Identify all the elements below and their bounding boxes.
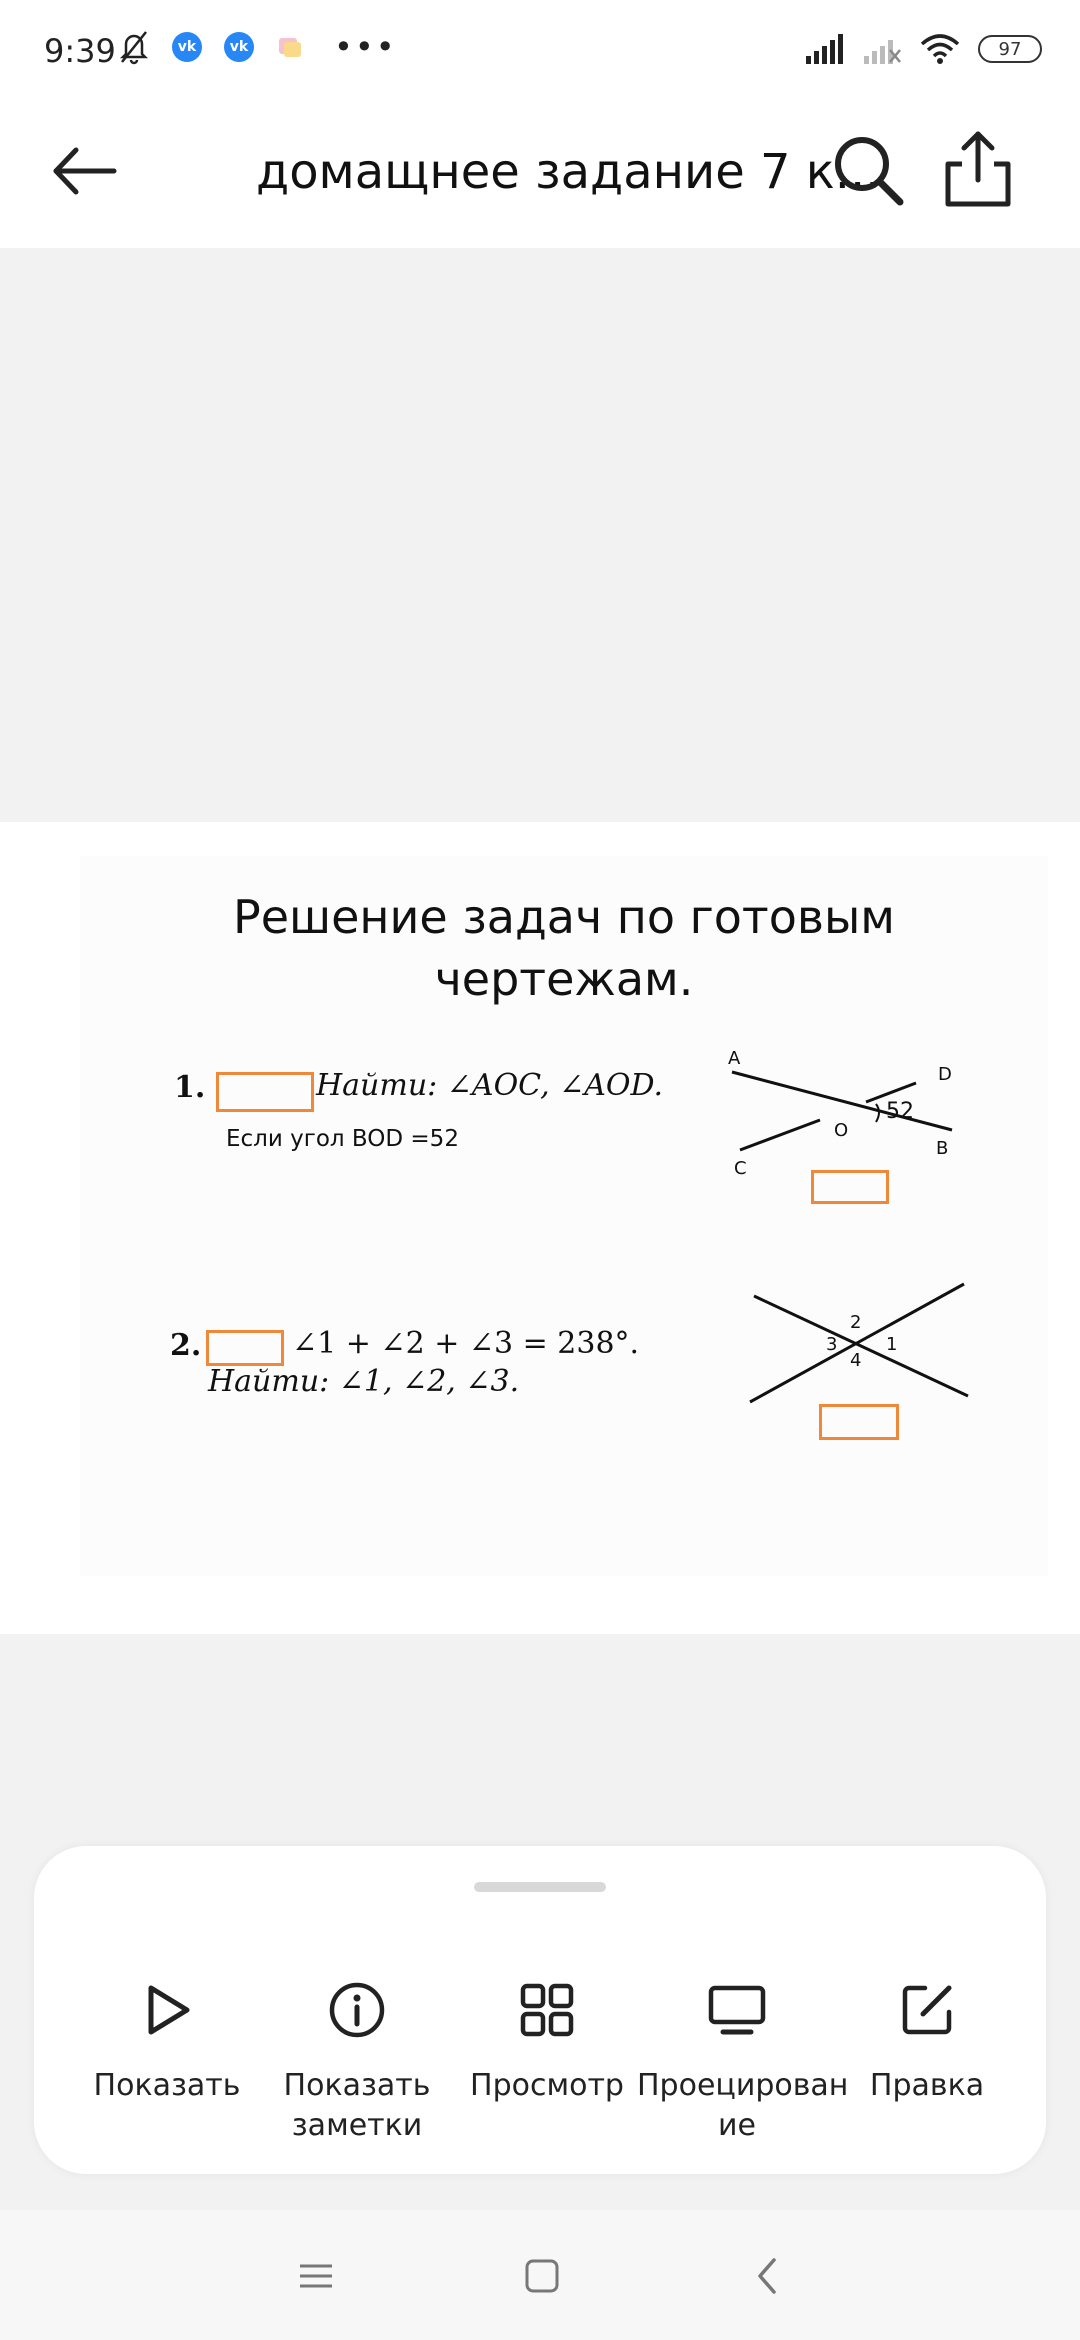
- show-notes-button[interactable]: [262, 1980, 452, 2146]
- problem-2-blank-box: [206, 1330, 284, 1366]
- gallery-notification-icon: [276, 33, 304, 61]
- line-cd: [740, 1120, 820, 1150]
- label-d: D: [938, 1064, 952, 1085]
- label-3: 3: [826, 1334, 838, 1355]
- problem-2-equation: ∠1 + ∠2 + ∠3 = 238°.: [292, 1326, 640, 1361]
- more-notifications-icon: •••: [334, 28, 397, 66]
- edit-icon: [897, 1980, 957, 2040]
- label-o: O: [834, 1120, 849, 1141]
- view-label: Просмотр: [470, 2068, 624, 2103]
- battery-indicator: 97: [978, 35, 1042, 63]
- monitor-icon: [707, 1980, 767, 2040]
- problem-2-find: Найти: ∠1, ∠2, ∠3.: [208, 1364, 520, 1399]
- app-bar: [0, 100, 1080, 248]
- label-a: A: [728, 1048, 741, 1069]
- sheet-drag-handle[interactable]: [474, 1882, 606, 1892]
- grid-icon: [517, 1980, 577, 2040]
- show-label: Показать: [93, 2068, 241, 2103]
- problem-1-blank-box: [216, 1072, 314, 1112]
- notification-icons: [118, 30, 397, 64]
- problem-1-number: 1.: [174, 1070, 206, 1105]
- signal-icon: [804, 34, 844, 64]
- label-1: 1: [886, 1334, 898, 1355]
- show-button[interactable]: [72, 1980, 262, 2146]
- bottom-sheet: [34, 1846, 1046, 2174]
- system-icons: [804, 34, 1042, 64]
- label-b: B: [936, 1138, 949, 1159]
- document-title: домащнее задание 7 к...: [256, 144, 881, 200]
- vk-notification-icon: vk: [172, 32, 202, 62]
- problem-2-number: 2.: [170, 1328, 202, 1363]
- share-icon[interactable]: [940, 128, 1016, 208]
- status-time: 9:39: [44, 32, 116, 70]
- wifi-icon: [920, 34, 960, 64]
- search-icon[interactable]: [830, 132, 906, 208]
- muted-bell-icon: [118, 30, 150, 64]
- projection-label: Проецирован ие: [637, 2068, 849, 2143]
- menu-icon[interactable]: [296, 2256, 336, 2296]
- projection-button[interactable]: [637, 1980, 849, 2146]
- system-nav-bar: [0, 2210, 1080, 2340]
- back-icon[interactable]: [748, 2256, 788, 2296]
- edit-button[interactable]: [832, 1980, 1022, 2146]
- problem-2-figure: [740, 1266, 980, 1406]
- problem-2-answer-box: [819, 1404, 899, 1440]
- label-c: C: [734, 1158, 747, 1179]
- slide-title: Решение задач по готовым чертежам.: [233, 890, 895, 1006]
- play-icon: [137, 1980, 197, 2040]
- problem-1-find: Найти: ∠AOC, ∠AOD.: [316, 1068, 664, 1103]
- label-angle: 52: [886, 1099, 914, 1124]
- vk-notification-icon: vk: [224, 32, 254, 62]
- home-icon[interactable]: [522, 2256, 562, 2296]
- back-arrow-icon[interactable]: [50, 136, 120, 206]
- label-4: 4: [850, 1350, 862, 1371]
- edit-label: Правка: [869, 2068, 985, 2103]
- angle-arc: [876, 1104, 879, 1122]
- signal-no-service-icon: [862, 34, 902, 64]
- status-bar: [0, 0, 1080, 100]
- show-notes-label: Показать заметки: [283, 2068, 431, 2143]
- slide-page[interactable]: [80, 856, 1048, 1576]
- action-row: [34, 1980, 1046, 2146]
- problem-1-answer-box: [811, 1170, 889, 1204]
- info-icon: [327, 1980, 387, 2040]
- label-2: 2: [850, 1312, 862, 1333]
- problem-1-note: Если угол BOD =52: [226, 1126, 459, 1152]
- view-button[interactable]: [452, 1980, 642, 2146]
